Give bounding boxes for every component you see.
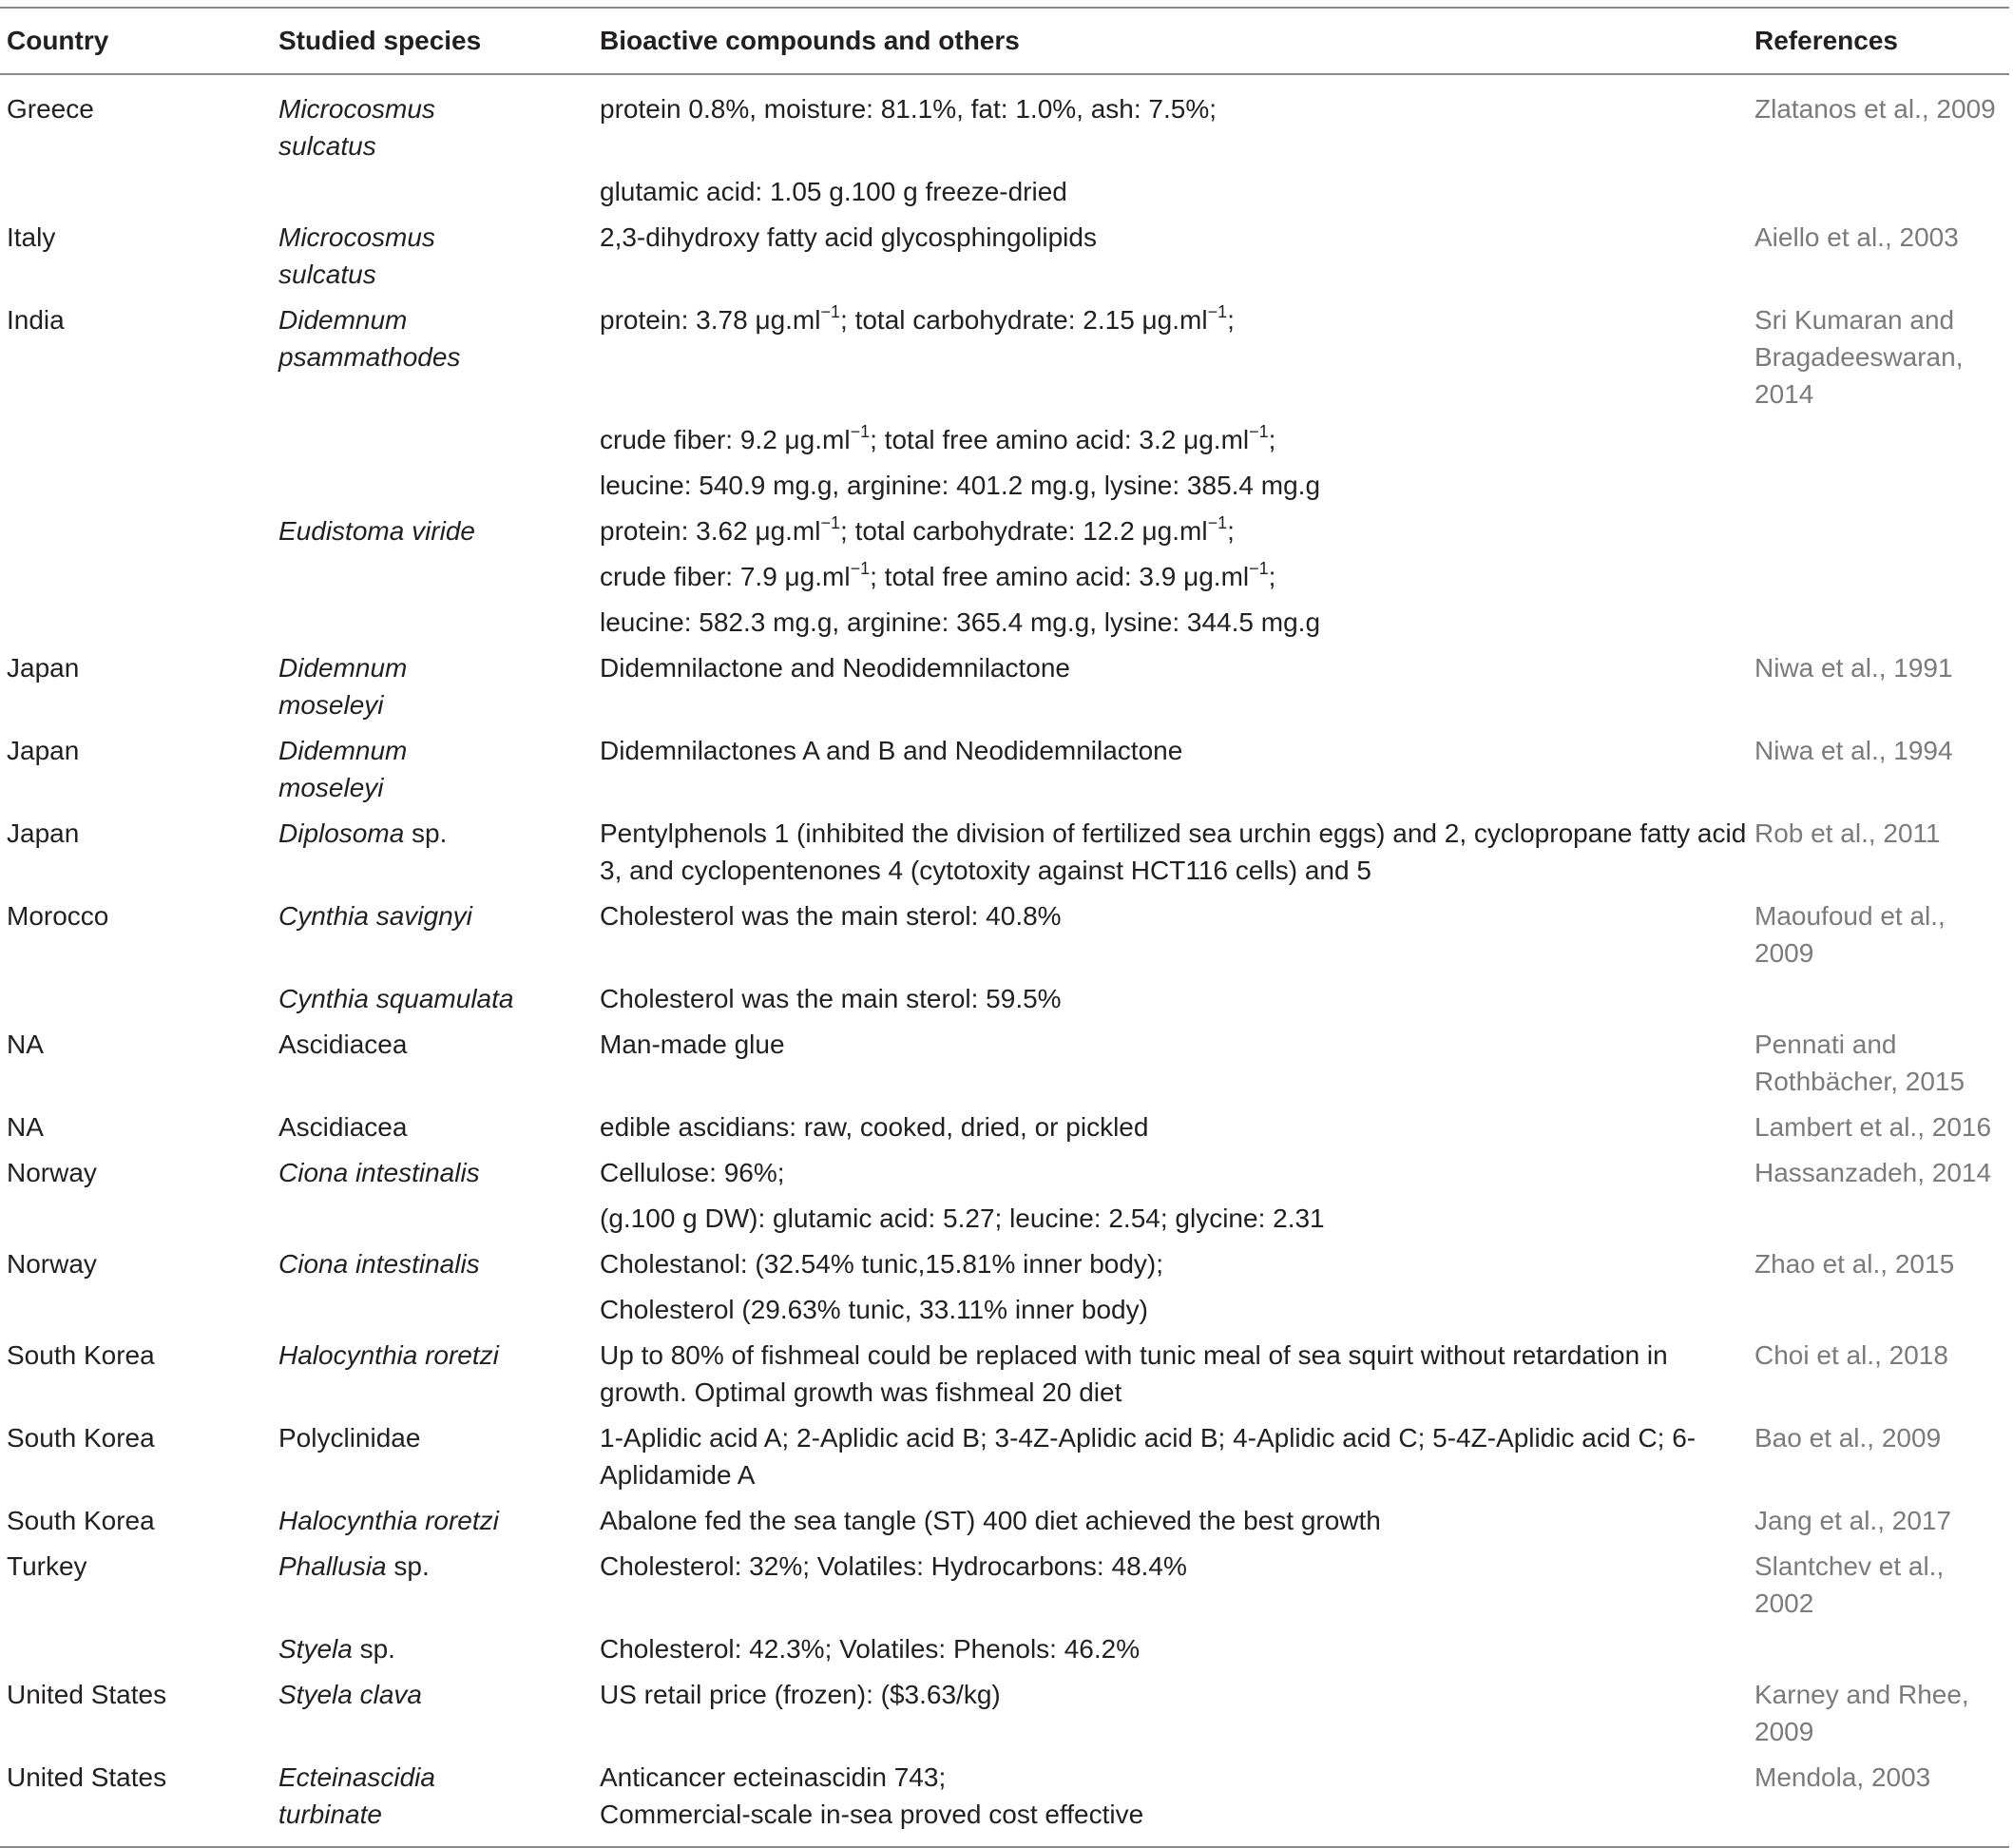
cell-reference (1748, 416, 2009, 462)
table-row (0, 74, 2009, 168)
species-name: Didemnum moseleyi (278, 653, 408, 720)
cell-species (272, 1543, 593, 1626)
table-row (0, 553, 2009, 599)
table-row (0, 1415, 2009, 1497)
cell-country: South Korea (7, 1423, 155, 1453)
superscript-exponent: −1 (1249, 558, 1269, 578)
cell-compounds: crude fiber: 9.2 $\mu g.ml^{-1}$; total free amino acid: 3.2 $\mu g.ml^{-1}$; (600, 421, 1276, 454)
cell-species (272, 599, 593, 645)
table-row (0, 1195, 2009, 1241)
cell-compounds: Cholesterol was the main sterol: 40.8% (600, 901, 1062, 931)
cell-country: Turkey (7, 1551, 87, 1581)
cell-country: NA (7, 1030, 44, 1059)
cell-reference (1748, 553, 2009, 599)
cell-reference: Lambert et al., 2016 (1754, 1112, 1992, 1142)
header-bioactive-compounds: Bioactive compounds and others (600, 26, 1020, 55)
cell-country: South Korea (7, 1340, 155, 1370)
cell-species (272, 553, 593, 599)
cell-country: Greece (7, 94, 94, 124)
table-row (0, 645, 2009, 727)
cell-species (272, 1754, 593, 1847)
table-row (0, 1021, 2009, 1104)
table-row (0, 1626, 2009, 1671)
table-row (0, 727, 2009, 810)
cell-reference: Sri Kumaran and Bragadeeswaran, 2014 (1754, 305, 1964, 409)
ascidian-compounds-table (0, 7, 2009, 1848)
superscript-exponent: −1 (1207, 301, 1228, 321)
cell-species (272, 508, 593, 553)
table-row (0, 1286, 2009, 1332)
cell-species (272, 297, 593, 416)
cell-compounds: Cholesterol was the main sterol: 59.5% (600, 984, 1062, 1013)
cell-country: India (7, 305, 65, 335)
cell-compounds: leucine: 582.3 mg.g, arginine: 365.4 mg.g, lysine: 344.5 mg.g (600, 607, 1321, 637)
cell-country: Japan (7, 653, 80, 683)
superscript-exponent: −1 (820, 301, 841, 321)
cell-reference: Maoufoud et al., 2009 (1754, 901, 1946, 968)
table-row (0, 1149, 2009, 1195)
cell-reference: Slantchev et al., 2002 (1754, 1551, 1945, 1618)
table-row (0, 1497, 2009, 1543)
table-row (0, 1671, 2009, 1754)
cell-country: United States (7, 1762, 167, 1792)
species-name: Ascidiacea (278, 1112, 408, 1142)
cell-compounds: Didemnilactone and Neodidemnilactone (600, 653, 1070, 683)
cell-country (0, 1195, 272, 1241)
cell-reference: Zlatanos et al., 2009 (1754, 94, 1996, 124)
cell-species (272, 810, 593, 893)
species-name: Didemnum psammathodes (278, 305, 461, 372)
cell-species (272, 214, 593, 297)
superscript-exponent: −1 (850, 421, 871, 441)
superscript-exponent: −1 (820, 512, 841, 532)
cell-compounds: edible ascidians: raw, cooked, dried, or pickled (600, 1112, 1149, 1142)
species-name: Microcosmus sulcatus (278, 94, 435, 161)
cell-compounds: protein: 3.78 $\mu g.ml^{-1}$; total carbohydrate: 2.15 $\mu g.ml^{-1}$; (600, 301, 1235, 335)
cell-country (0, 416, 272, 462)
cell-species (272, 462, 593, 508)
cell-compounds: Up to 80% of fishmeal could be replaced with tunic meal of sea squirt without retardation in growth. Optimal growth was fishmeal 20 diet (600, 1340, 1668, 1407)
cell-reference (1748, 1286, 2009, 1332)
cell-compounds: protein: 3.62 $\mu g.ml^{-1}$; total carbohydrate: 12.2 $\mu g.ml^{-1}$; (600, 512, 1235, 546)
header-references: References (1754, 26, 1898, 55)
cell-species (272, 727, 593, 810)
cell-species (272, 1241, 593, 1286)
cell-reference (1748, 1195, 2009, 1241)
cell-country: Italy (7, 222, 56, 252)
cell-country: South Korea (7, 1506, 155, 1535)
cell-reference (1748, 975, 2009, 1021)
cell-reference (1748, 599, 2009, 645)
cell-compounds: (g.100 g DW): glutamic acid: 5.27; leucine: 2.54; glycine: 2.31 (600, 1203, 1325, 1233)
cell-country (0, 1626, 272, 1671)
cell-reference (1748, 1626, 2009, 1671)
table-row (0, 168, 2009, 214)
cell-species (272, 168, 593, 214)
table-row (0, 416, 2009, 462)
cell-country (0, 462, 272, 508)
cell-country (0, 168, 272, 214)
species-name: Ecteinascidia turbinate (278, 1762, 435, 1829)
table-row (0, 508, 2009, 553)
table-row (0, 214, 2009, 297)
cell-country (0, 975, 272, 1021)
table-row (0, 297, 2009, 416)
table-body (0, 74, 2009, 1847)
cell-country: Norway (7, 1158, 97, 1187)
cell-country: Japan (7, 736, 80, 765)
cell-compounds: Pentylphenols 1 (inhibited the division of fertilized sea urchin eggs) and 2, cyclopropane fatty acid 3, and cyclopentenones 4 (cytotoxity against HCT116 cells) and 5 (600, 818, 1747, 885)
species-name: Microcosmus sulcatus (278, 222, 435, 289)
cell-reference: Choi et al., 2018 (1754, 1340, 1948, 1370)
table-row (0, 1543, 2009, 1626)
species-name: Cynthia squamulata (278, 984, 514, 1013)
superscript-exponent: −1 (1249, 421, 1269, 441)
table-row (0, 1754, 2009, 1847)
species-name: Ciona intestinalis (278, 1158, 480, 1187)
cell-species (272, 645, 593, 727)
superscript-exponent: −1 (1207, 512, 1228, 532)
table-row (0, 599, 2009, 645)
cell-species (272, 1195, 593, 1241)
cell-compounds: crude fiber: 7.9 $\mu g.ml^{-1}$; total free amino acid: 3.9 $\mu g.ml^{-1}$; (600, 558, 1276, 591)
cell-compounds: Man-made glue (600, 1030, 785, 1059)
cell-compounds: glutamic acid: 1.05 g.100 g freeze-dried (600, 177, 1067, 206)
species-name: Didemnum moseleyi (278, 736, 408, 802)
cell-reference: Hassanzadeh, 2014 (1754, 1158, 1992, 1187)
cell-species (272, 893, 593, 975)
cell-reference: Aiello et al., 2003 (1754, 222, 1959, 252)
header-row (0, 8, 2009, 74)
table-header (0, 8, 2009, 74)
species-suffix: sp. (404, 818, 448, 848)
cell-compounds: Cholestanol: (32.54% tunic,15.81% inner body); (600, 1249, 1164, 1279)
species-suffix: sp. (386, 1551, 430, 1581)
cell-species (272, 1497, 593, 1543)
cell-reference: Bao et al., 2009 (1754, 1423, 1942, 1453)
cell-country: Norway (7, 1249, 97, 1279)
cell-country (0, 599, 272, 645)
cell-country (0, 1286, 272, 1332)
table-row (0, 462, 2009, 508)
cell-species (272, 1021, 593, 1104)
header-studied-species: Studied species (278, 26, 482, 55)
cell-species (272, 1286, 593, 1332)
cell-species (272, 416, 593, 462)
table-row (0, 975, 2009, 1021)
species-name: Eudistoma viride (278, 516, 475, 546)
cell-species (272, 1626, 593, 1671)
cell-country (0, 508, 272, 553)
table-row (0, 810, 2009, 893)
cell-reference (1748, 168, 2009, 214)
cell-country: Japan (7, 818, 80, 848)
species-name: Cynthia savignyi (278, 901, 472, 931)
cell-reference: Zhao et al., 2015 (1754, 1249, 1955, 1279)
cell-reference: Niwa et al., 1994 (1754, 736, 1953, 765)
species-name: Halocynthia roretzi (278, 1506, 499, 1535)
cell-compounds: Abalone fed the sea tangle (ST) 400 diet achieved the best growth (600, 1506, 1381, 1535)
cell-compounds: Anticancer ecteinascidin 743; Commercial-scale in-sea proved cost effective (600, 1762, 1144, 1829)
header-country: Country (7, 26, 109, 55)
cell-country: United States (7, 1680, 167, 1709)
cell-compounds: 2,3-dihydroxy fatty acid glycosphingolipids (600, 222, 1097, 252)
cell-compounds: Cellulose: 96%; (600, 1158, 785, 1187)
superscript-exponent: −1 (850, 558, 871, 578)
species-name: Ciona intestinalis (278, 1249, 480, 1279)
cell-country (0, 553, 272, 599)
cell-species (272, 1104, 593, 1149)
cell-species (272, 1671, 593, 1754)
cell-compounds: Cholesterol: 42.3%; Volatiles: Phenols: 46.2% (600, 1634, 1141, 1664)
cell-compounds: Cholesterol: 32%; Volatiles: Hydrocarbons: 48.4% (600, 1551, 1187, 1581)
table-row (0, 1332, 2009, 1415)
cell-reference: Jang et al., 2017 (1754, 1506, 1952, 1535)
cell-reference: Pennati and Rothbächer, 2015 (1754, 1030, 1965, 1096)
table-row (0, 893, 2009, 975)
species-name: Phallusia (278, 1551, 387, 1581)
cell-species (272, 1415, 593, 1497)
cell-species (272, 975, 593, 1021)
species-name: Polyclinidae (278, 1423, 421, 1453)
table-row (0, 1241, 2009, 1286)
species-name: Halocynthia roretzi (278, 1340, 499, 1370)
species-suffix: sp. (352, 1634, 395, 1664)
species-name: Styela clava (278, 1680, 422, 1709)
species-name: Diplosoma (278, 818, 405, 848)
cell-reference (1748, 508, 2009, 553)
cell-compounds: Didemnilactones A and B and Neodidemnilactone (600, 736, 1183, 765)
cell-reference: Mendola, 2003 (1754, 1762, 1931, 1792)
cell-reference: Niwa et al., 1991 (1754, 653, 1953, 683)
cell-compounds: US retail price (frozen): ($3.63/kg) (600, 1680, 1001, 1709)
cell-compounds: 1-Aplidic acid A; 2-Aplidic acid B; 3-4Z-Aplidic acid B; 4-Aplidic acid C; 5-4Z-Aplidic acid C; 6-Aplidamide A (600, 1423, 1697, 1490)
cell-compounds: leucine: 540.9 mg.g, arginine: 401.2 mg.g, lysine: 385.4 mg.g (600, 471, 1321, 500)
cell-reference (1748, 462, 2009, 508)
species-name: Styela (278, 1634, 353, 1664)
cell-reference: Karney and Rhee, 2009 (1754, 1680, 1969, 1746)
cell-country: NA (7, 1112, 44, 1142)
cell-species (272, 1332, 593, 1415)
species-name: Ascidiacea (278, 1030, 408, 1059)
cell-species (272, 74, 593, 168)
cell-compounds: protein 0.8%, moisture: 81.1%, fat: 1.0%, ash: 7.5%; (600, 94, 1217, 124)
cell-reference: Rob et al., 2011 (1754, 818, 1941, 848)
cell-compounds: Cholesterol (29.63% tunic, 33.11% inner body) (600, 1295, 1148, 1324)
cell-species (272, 1149, 593, 1195)
table-row (0, 1104, 2009, 1149)
cell-country: Morocco (7, 901, 109, 931)
